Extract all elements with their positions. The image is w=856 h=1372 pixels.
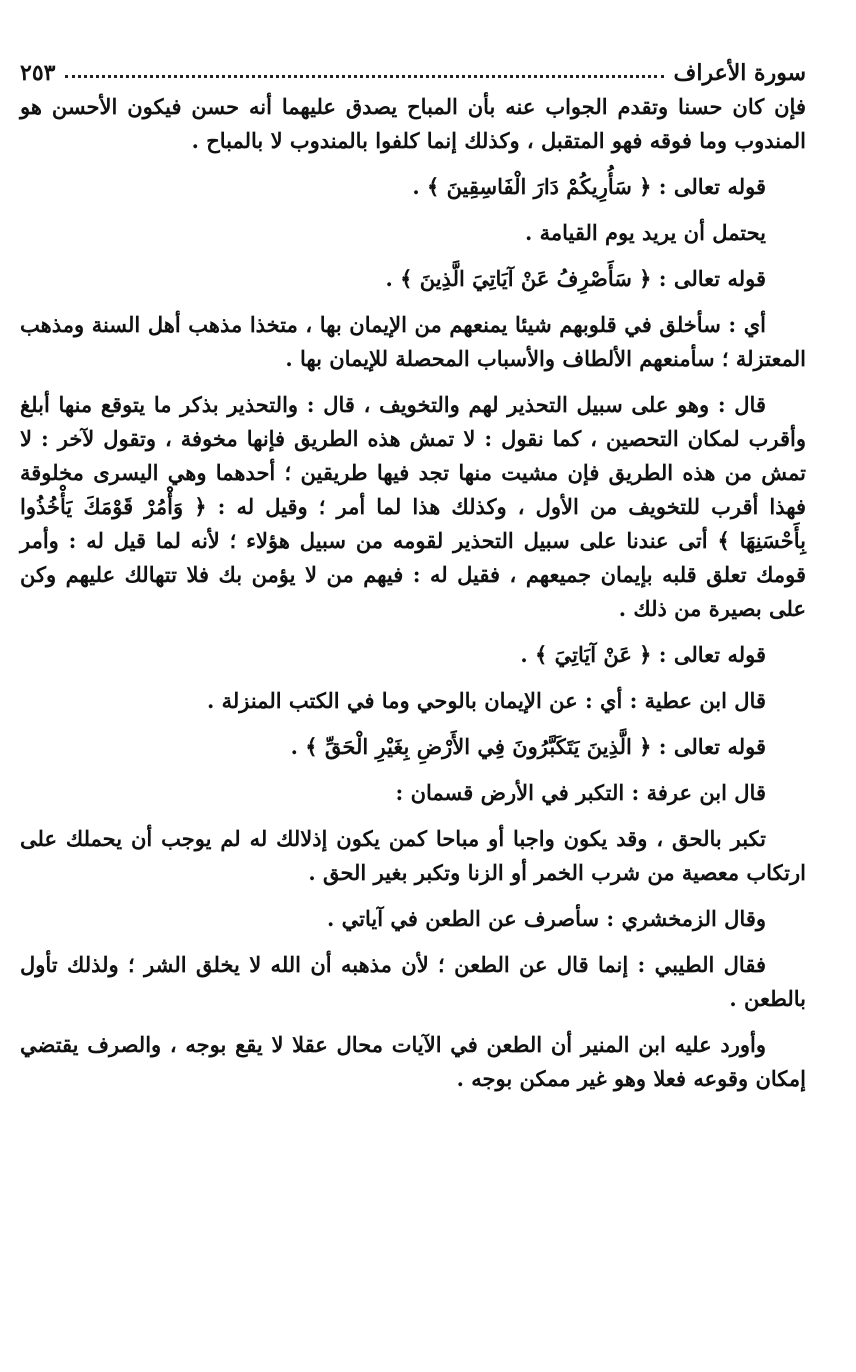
paragraph: يحتمل أن يريد يوم القيامة .: [525, 220, 766, 245]
paragraph: قال ابن عرفة : التكبر في الأرض قسمان :: [395, 780, 766, 805]
paragraph: قال ابن عطية : أي : عن الإيمان بالوحي وما في الكتب المنزلة .: [206, 688, 766, 713]
paragraph: قال : وهو على سبيل التحذير لهم والتخويف ، قال : والتحذير بذكر ما يتوقع منها أبلغ وأقرب لمكان التحصين ، كما نقول : لا تمش هذه الطريق فإنها مخوفة ، وتقول لآخر : لا تمش من هذه الطريق فإن مشيت منها تجد فيها طريقين ؛ أحدهما وهي اليسرى مخلوقة فهذا أقرب للتخويف من الأول ، وكذلك هذا لما أمر ؛ وقيل له : ﴿ وَأْمُرْ قَوْمَكَ يَأْخُذُوا بِأَحْسَنِهَا ﴾ أتى عندنا على سبيل التحذير لقومه من سبيل هؤلاء ؛ لأنه لما قيل له : وأمر قومك تعلق قلبه بإيمان جميعهم ، فقيل له : فيهم من لا يؤمن بك فلا تتهالك عليهم وكن على بصيرة من ذلك .: [20, 392, 806, 621]
running-header: [20, 52, 806, 86]
page-number: ٢٥٣: [20, 60, 56, 86]
verse-heading: قوله تعالى : ﴿ الَّذِينَ يَتَكَبَّرُونَ فِي الأَرْضِ بِغَيْرِ الْحَقِّ ﴾ .: [290, 734, 766, 759]
page-body: [20, 90, 806, 1096]
paragraph: فقال الطيبي : إنما قال عن الطعن ؛ لأن مذهبه أن الله لا يخلق الشر ؛ ولذلك تأول بالطعن .: [20, 952, 806, 1011]
paragraph: فإن كان حسنا وتقدم الجواب عنه بأن المباح يصدق عليهما أنه حسن فيكون الأحسن هو المندوب وما فوقه فهو المتقبل ، وكذلك إنما كلفوا بالمندوب لا بالمباح .: [20, 94, 806, 153]
verse-heading: قوله تعالى : ﴿ سَأُرِيكُمْ دَارَ الْفَاسِقِينَ ﴾ .: [412, 174, 766, 199]
paragraph: وقال الزمخشري : سأصرف عن الطعن في آياتي .: [326, 906, 766, 931]
header-dotted-leader: [65, 75, 663, 78]
paragraph: أي : سأخلق في قلوبهم شيئا يمنعهم من الإيمان بها ، متخذا مذهب أهل السنة ومذهب المعتزلة ؛ سأمنعهم الألطاف والأسباب المحصلة للإيمان بها .: [20, 312, 806, 371]
surah-title: سورة الأعراف: [673, 60, 806, 86]
paragraph: تكبر بالحق ، وقد يكون واجبا أو مباحا كمن يكون إذلالك له لم يوجب أن يحملك على ارتكاب معصية من شرب الخمر أو الزنا وتكبر بغير الحق .: [20, 826, 806, 885]
verse-heading: قوله تعالى : ﴿ عَنْ آيَاتِيَ ﴾ .: [520, 642, 766, 667]
book-page: [20, 52, 806, 1352]
paragraph: وأورد عليه ابن المنير أن الطعن في الآيات محال عقلا لا يقع بوجه ، والصرف يقتضي إمكان وقوعه فعلا وهو غير ممكن بوجه .: [20, 1032, 806, 1091]
verse-heading: قوله تعالى : ﴿ سَأَصْرِفُ عَنْ آيَاتِيَ الَّذِينَ ﴾ .: [385, 266, 766, 291]
